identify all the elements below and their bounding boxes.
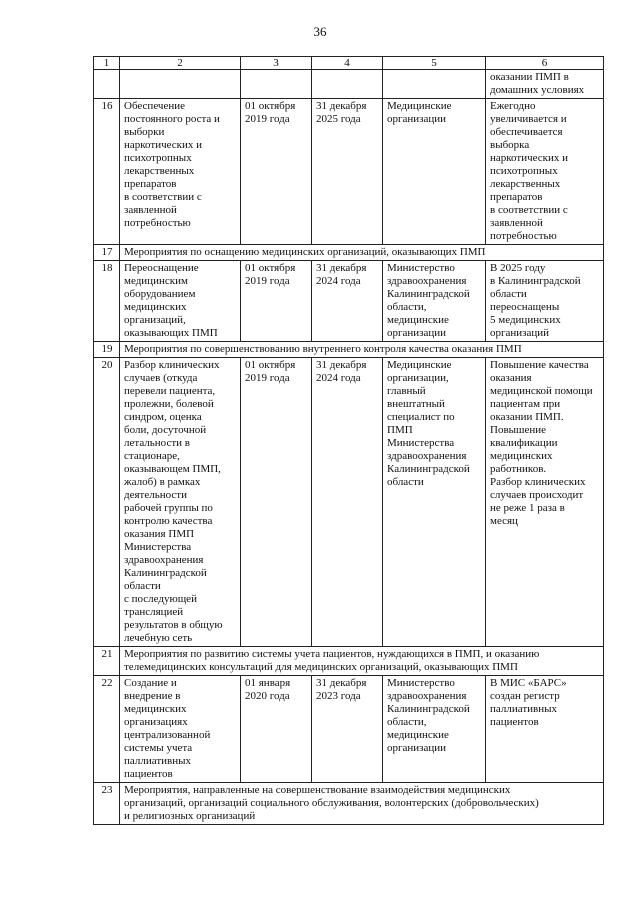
end-date-cell: 31 декабря 2023 года <box>312 676 383 783</box>
row-number-cell: 21 <box>94 647 120 676</box>
section-row-19 <box>94 342 604 358</box>
column-header: 2 <box>120 57 241 70</box>
column-header: 3 <box>241 57 312 70</box>
result-cell: Ежегодно увеличивается и обеспечивается выборка наркотических и психотропных лекарственных препаратов в соответствии с заявленной потребностью <box>486 99 604 245</box>
executor-cell: Медицинские организации <box>383 99 486 245</box>
row-number-cell: 16 <box>94 99 120 245</box>
result-cell: Повышение качества оказания медицинской помощи пациентам при оказании ПМП. Повышение квалификации медицинских работников. Разбор клинических случаев происходит не реже 1 раза в месяц <box>486 358 604 647</box>
column-header: 5 <box>383 57 486 70</box>
start-date-cell: 01 октября 2019 года <box>241 261 312 342</box>
section-heading: Мероприятия по развитию системы учета пациентов, нуждающихся в ПМП, и оказанию телемедицинских консультаций для медицинских организаций, оказывающих ПМП <box>120 647 604 676</box>
table-row-22 <box>94 676 604 783</box>
page-number: 36 <box>313 24 327 39</box>
section-heading: Мероприятия по совершенствованию внутреннего контроля качества оказания ПМП <box>120 342 604 358</box>
row-number-cell: 17 <box>94 245 120 261</box>
section-row-23 <box>94 783 604 825</box>
event-cell: Создание и внедрение в медицинских организациях централизованной системы учета паллиативных пациентов <box>120 676 241 783</box>
start-date-cell: 01 октября 2019 года <box>241 99 312 245</box>
executor-cell: Министерство здравоохранения Калининградской области, медицинские организации <box>383 676 486 783</box>
start-date-cell: 01 января 2020 года <box>241 676 312 783</box>
row-number-cell: 22 <box>94 676 120 783</box>
start-date-cell <box>241 70 312 99</box>
table-row-continuation <box>94 70 604 99</box>
row-number-cell: 18 <box>94 261 120 342</box>
executor-cell: Медицинские организации, главный внештатный специалист по ПМП Министерства здравоохранения Калининградской области <box>383 358 486 647</box>
column-header: 1 <box>94 57 120 70</box>
table-row-20 <box>94 358 604 647</box>
end-date-cell: 31 декабря 2025 года <box>312 99 383 245</box>
result-cell: оказании ПМП в домашних условиях <box>486 70 604 99</box>
activities-table <box>93 56 604 825</box>
column-header: 6 <box>486 57 604 70</box>
executor-cell <box>383 70 486 99</box>
section-heading: Мероприятия по оснащению медицинских организаций, оказывающих ПМП <box>120 245 604 261</box>
end-date-cell <box>312 70 383 99</box>
row-number-cell: 20 <box>94 358 120 647</box>
event-cell: Переоснащение медицинским оборудованием медицинских организаций, оказывающих ПМП <box>120 261 241 342</box>
column-header: 4 <box>312 57 383 70</box>
section-row-21 <box>94 647 604 676</box>
row-number-cell: 23 <box>94 783 120 825</box>
table-row-18 <box>94 261 604 342</box>
row-number-cell <box>94 70 120 99</box>
section-heading: Мероприятия, направленные на совершенствование взаимодействия медицинских организаций, организаций социального обслуживания, волонтерских (добровольческих) и религиозных организаций <box>120 783 604 825</box>
event-cell <box>120 70 241 99</box>
start-date-cell: 01 октября 2019 года <box>241 358 312 647</box>
result-cell: В 2025 году в Калининградской области переоснащены 5 медицинских организаций <box>486 261 604 342</box>
end-date-cell: 31 декабря 2024 года <box>312 261 383 342</box>
section-row-17 <box>94 245 604 261</box>
table-row-16 <box>94 99 604 245</box>
table-header-row <box>94 57 604 70</box>
result-cell: В МИС «БАРС» создан регистр паллиативных пациентов <box>486 676 604 783</box>
event-cell: Разбор клинических случаев (откуда перевели пациента, пролежни, болевой синдром, оценка боли, досуточной летальности в стационаре, оказывающем ПМП, жалоб) в рамках деятельности рабочей группы по контролю качества оказания ПМП Министерства здравоохранения Калининградской области с последующей трансляцией результатов в общую лечебную сеть <box>120 358 241 647</box>
executor-cell: Министерство здравоохранения Калининградской области, медицинские организации <box>383 261 486 342</box>
row-number-cell: 19 <box>94 342 120 358</box>
end-date-cell: 31 декабря 2024 года <box>312 358 383 647</box>
event-cell: Обеспечение постоянного роста и выборки наркотических и психотропных лекарственных препаратов в соответствии с заявленной потребностью <box>120 99 241 245</box>
